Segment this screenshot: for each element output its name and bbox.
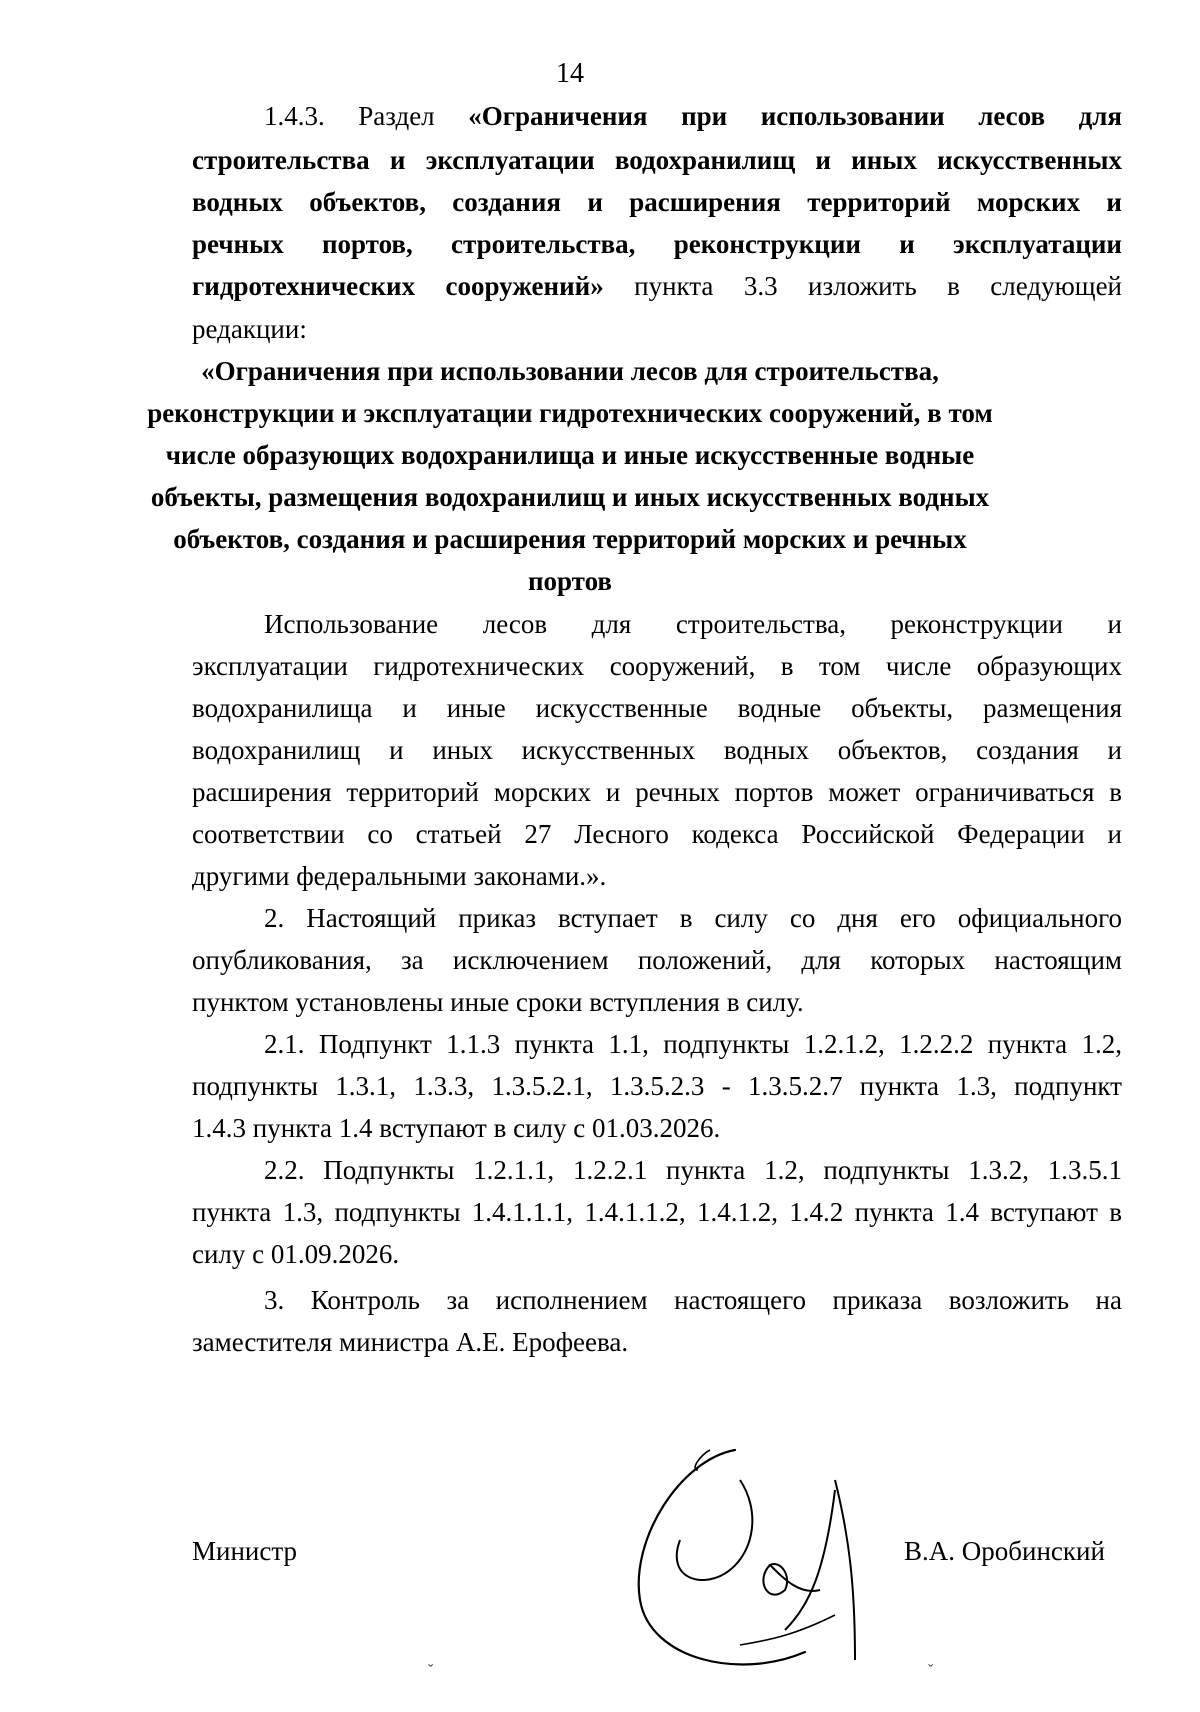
point-2-line-2: опубликования, за исключением положений, для которых настоящим: [192, 945, 1122, 975]
point-21-line-3: 1.4.3 пункта 1.4 вступают в силу с 01.03.2026.: [192, 1113, 721, 1143]
signatory-name: В.А. Оробинский: [904, 1536, 1105, 1566]
body-line-3: водохранилища и иные искусственные водные объекты, размещения: [192, 693, 1122, 723]
page-number: 14: [556, 58, 584, 89]
signatory-title: Министр: [192, 1536, 297, 1566]
section-143-line-4: речных портов, строительства, реконструкции и эксплуатации: [192, 229, 1122, 259]
body-line-1: Использование лесов для строительства, реконструкции и: [264, 609, 1122, 639]
point-22-line-1: 2.2. Подпункты 1.2.1.1, 1.2.2.1 пункта 1.2, подпункты 1.3.2, 1.3.5.1: [264, 1155, 1122, 1185]
heading-line-4: объекты, размещения водохранилищ и иных искусственных водных: [150, 482, 990, 512]
section-143-line-3: водных объектов, создания и расширения территорий морских и: [192, 187, 1122, 217]
point-2-line-1: 2. Настоящий приказ вступает в силу со дня его официального: [264, 903, 1122, 933]
body-line-2: эксплуатации гидротехнических сооружений, в том числе образующих: [192, 651, 1122, 681]
section-143-line-5: гидротехнических сооружений» пункта 3.3 изложить в следующей: [192, 271, 1122, 301]
scan-speck: ˇ: [928, 1662, 934, 1679]
heading-line-1: «Ограничения при использовании лесов для строительства,: [201, 356, 939, 386]
point-22-line-3: силу с 01.09.2026.: [192, 1239, 400, 1269]
point-22-line-2: пункта 1.3, подпункты 1.4.1.1.1, 1.4.1.1.2, 1.4.1.2, 1.4.2 пункта 1.4 вступают в: [192, 1197, 1122, 1227]
point-21-line-2: подпункты 1.3.1, 1.3.3, 1.3.5.2.1, 1.3.5.2.3 - 1.3.5.2.7 пункта 1.3, подпункт: [192, 1071, 1122, 1101]
body-line-7: другими федеральными законами.».: [192, 861, 607, 891]
body-line-4: водохранилищ и иных искусственных водных объектов, создания и: [192, 735, 1122, 765]
heading-line-2: реконструкции и эксплуатации гидротехнических сооружений, в том: [147, 398, 993, 428]
point-3-line-2: заместителя министра А.Е. Ерофеева.: [192, 1327, 629, 1357]
heading-line-5: объектов, создания и расширения территорий морских и речных: [173, 524, 967, 554]
handwritten-signature: [620, 1430, 880, 1680]
body-line-6: соответствии со статьей 27 Лесного кодекса Российской Федерации и: [192, 819, 1122, 849]
section-143-line-1: 1.4.3. Раздел «Ограничения при использовании лесов для: [264, 101, 1123, 131]
section-143-line-2: строительства и эксплуатации водохранилищ и иных искусственных: [192, 145, 1122, 175]
point-3-line-1: 3. Контроль за исполнением настоящего приказа возложить на: [264, 1285, 1122, 1315]
point-2-line-3: пунктом установлены иные сроки вступления в силу.: [192, 987, 804, 1017]
point-21-line-1: 2.1. Подпункт 1.1.3 пункта 1.1, подпункты 1.2.1.2, 1.2.2.2 пункта 1.2,: [264, 1029, 1122, 1059]
section-143-line-6: редакции:: [192, 314, 307, 344]
heading-line-3: числе образующих водохранилища и иные искусственные водные: [165, 440, 975, 470]
scan-speck: ˇ: [428, 1662, 434, 1679]
heading-line-6: портов: [527, 566, 613, 596]
body-line-5: расширения территорий морских и речных портов может ограничиваться в: [192, 777, 1122, 807]
